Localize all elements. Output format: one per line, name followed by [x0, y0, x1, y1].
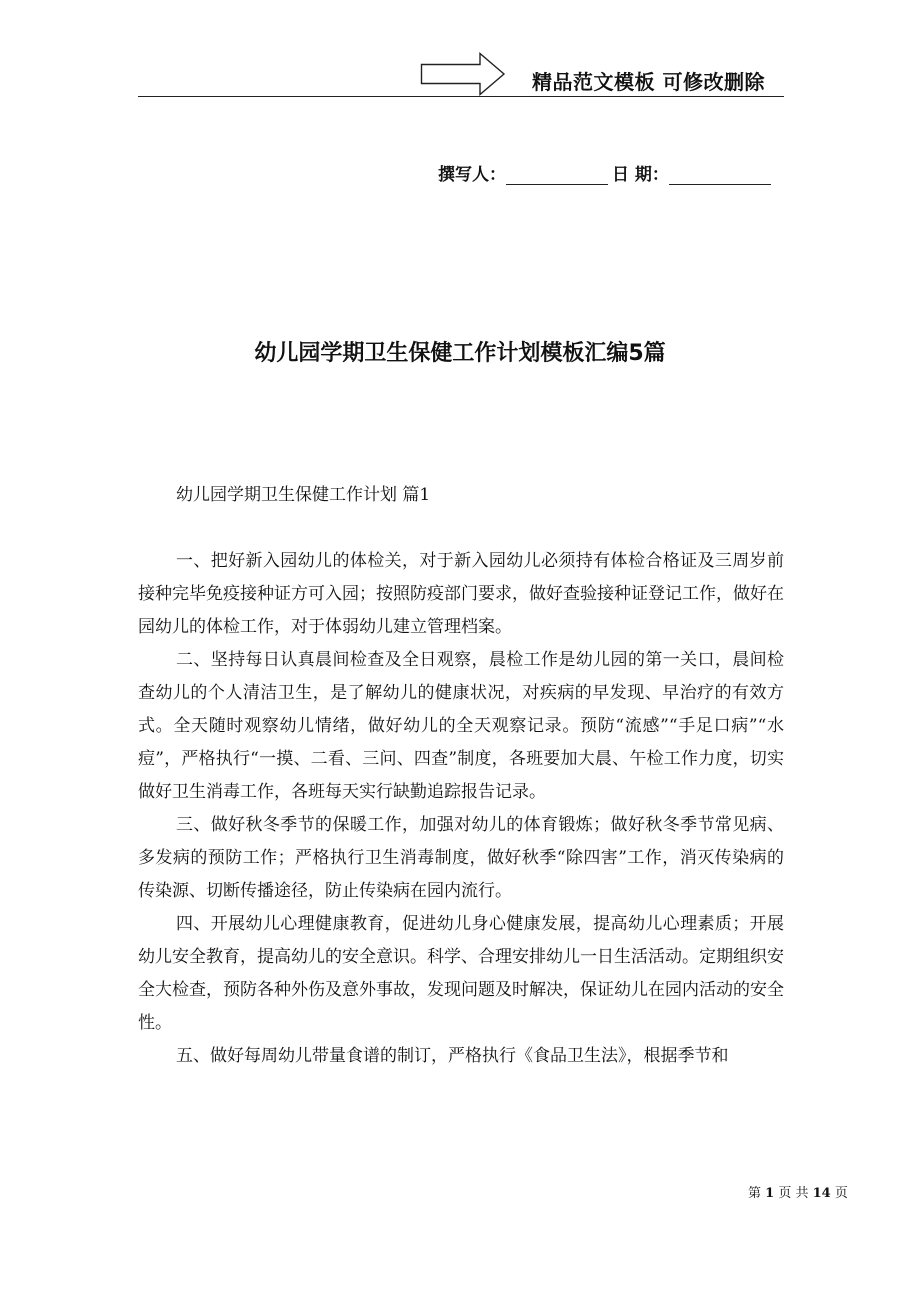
paragraph-2: 二、坚持每日认真晨间检查及全日观察，晨检工作是幼儿园的第一关口，晨间检查幼儿的个人清洁卫生，是了解幼儿的健康状况，对疾病的早发现、早治疗的有效方式。全天随时观察幼儿情绪，做好幼儿的全天观察记录。预防“流感”“手足口病”“水痘”，严格执行“一摸、二看、三问、四查”制度，各班要加大晨、午检工作力度，切实做好卫生消毒工作，各班每天实行缺勤追踪报告记录。: [138, 650, 784, 802]
template-banner: 精品范文模板 可修改删除: [532, 70, 765, 94]
page-suffix: 页: [834, 1186, 848, 1201]
arrow-icon: [420, 52, 506, 96]
document-title: 幼儿园学期卫生保健工作计划模板汇编5篇: [254, 341, 666, 366]
date-label: 日 期：: [612, 165, 669, 185]
author-date-line: [438, 160, 771, 185]
page-prefix: 第: [748, 1186, 762, 1201]
author-blank: [506, 166, 608, 185]
paragraph-3: 三、做好秋冬季节的保暖工作，加强对幼儿的体育锻炼；做好秋冬季节常见病、多发病的预防工作；严格执行卫生消毒制度，做好秋季“除四害”工作，消灭传染病的传染源、切断传播途径，防止传染病在园内流行。: [138, 815, 784, 901]
page-number: 1: [765, 1186, 775, 1201]
header-divider: [138, 96, 784, 97]
section-heading: 幼儿园学期卫生保健工作计划 篇1: [176, 485, 431, 505]
page-footer: [748, 1182, 848, 1201]
document-body: [138, 545, 784, 1073]
author-label: 撰写人：: [438, 165, 506, 185]
page-middle: 页 共: [778, 1186, 809, 1201]
page-total: 14: [812, 1186, 831, 1201]
paragraph-5: 五、做好每周幼儿带量食谱的制订，严格执行《食品卫生法》，根据季节和: [176, 1046, 729, 1066]
paragraph-4: 四、开展幼儿心理健康教育，促进幼儿身心健康发展，提高幼儿心理素质；开展幼儿安全教育，提高幼儿的安全意识。科学、合理安排幼儿一日生活活动。定期组织安全大检查，预防各种外伤及意外事故，发现问题及时解决，保证幼儿在园内活动的安全性。: [138, 914, 784, 1033]
date-blank: [669, 166, 771, 185]
paragraph-1: 一、把好新入园幼儿的体检关，对于新入园幼儿必须持有体检合格证及三周岁前接种完毕免疫接种证方可入园；按照防疫部门要求，做好查验接种证登记工作，做好在园幼儿的体检工作，对于体弱幼儿建立管理档案。: [138, 551, 784, 637]
